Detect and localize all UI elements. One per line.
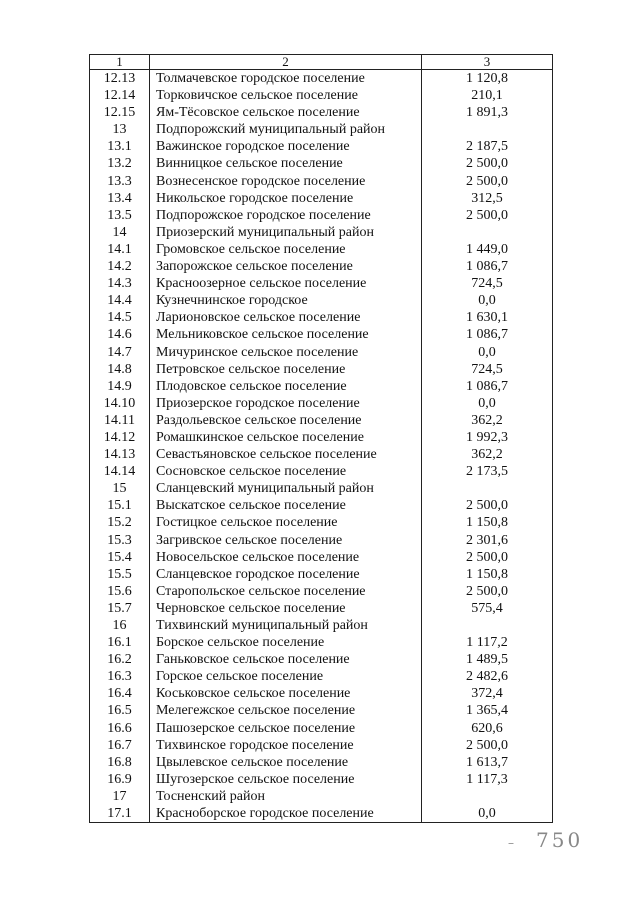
row-number: 13.5 [90,207,150,224]
row-value: 1 630,1 [422,309,553,326]
row-number: 14.13 [90,446,150,463]
table-row [90,549,553,566]
row-name: Черновское сельское поселение [150,600,422,617]
row-value: 0,0 [422,344,553,361]
row-number: 14.4 [90,292,150,309]
header-row [90,55,553,70]
table-row [90,720,553,737]
row-number: 14.3 [90,275,150,292]
table-row [90,532,553,549]
row-value: 1 613,7 [422,754,553,771]
row-number: 14.2 [90,258,150,275]
row-name: Толмачевское городское поселение [150,70,422,88]
table-row [90,702,553,719]
row-value: 1 117,2 [422,634,553,651]
row-number: 16.8 [90,754,150,771]
row-number: 14.8 [90,361,150,378]
row-name: Красноозерное сельское поселение [150,275,422,292]
header-col-2: 2 [150,55,422,70]
table-row [90,788,553,805]
row-value: 1 086,7 [422,326,553,343]
row-name: Загривское сельское поселение [150,532,422,549]
row-value [422,617,553,634]
row-value: 312,5 [422,190,553,207]
table-row [90,121,553,138]
row-number: 12.13 [90,70,150,88]
row-number: 16.2 [90,651,150,668]
footer-dash: – [508,836,514,850]
table-row [90,651,553,668]
row-number: 16.5 [90,702,150,719]
page-footer [508,828,583,852]
row-name: Тихвинское городское поселение [150,737,422,754]
row-name: Пашозерское сельское поселение [150,720,422,737]
table-row [90,275,553,292]
row-number: 14.7 [90,344,150,361]
table-row [90,566,553,583]
table-row [90,326,553,343]
row-value: 1 086,7 [422,258,553,275]
row-name: Гостицкое сельское поселение [150,514,422,531]
row-value [422,480,553,497]
row-number: 16 [90,617,150,634]
row-number: 14.1 [90,241,150,258]
row-value: 1 891,3 [422,104,553,121]
table-row [90,207,553,224]
row-name: Выскатское сельское поселение [150,497,422,514]
row-number: 13.2 [90,155,150,172]
row-name: Сланцевский муниципальный район [150,480,422,497]
row-value: 0,0 [422,805,553,823]
row-value: 372,4 [422,685,553,702]
row-name: Ям-Тёсовское сельское поселение [150,104,422,121]
row-number: 14.14 [90,463,150,480]
table-row [90,138,553,155]
row-value [422,224,553,241]
budget-table [89,54,553,823]
row-number: 16.6 [90,720,150,737]
row-number: 15.3 [90,532,150,549]
table-row [90,429,553,446]
table-row [90,258,553,275]
row-number: 12.15 [90,104,150,121]
table-row [90,241,553,258]
table-row [90,497,553,514]
row-value: 362,2 [422,446,553,463]
row-number: 14.9 [90,378,150,395]
row-name: Новосельское сельское поселение [150,549,422,566]
row-value: 1 992,3 [422,429,553,446]
row-value: 1 120,8 [422,70,553,88]
row-value: 1 150,8 [422,566,553,583]
row-name: Подпорожское городское поселение [150,207,422,224]
header-col-1: 1 [90,55,150,70]
row-value: 2 500,0 [422,155,553,172]
header-col-3: 3 [422,55,553,70]
row-number: 15.7 [90,600,150,617]
row-number: 16.9 [90,771,150,788]
table-row [90,754,553,771]
row-name: Подпорожский муниципальный район [150,121,422,138]
table-row [90,805,553,823]
row-number: 16.4 [90,685,150,702]
page-number-stamp: 750 [536,828,584,852]
row-value: 2 500,0 [422,207,553,224]
row-name: Борское сельское поселение [150,634,422,651]
table-row [90,190,553,207]
table-row [90,344,553,361]
row-value: 2 301,6 [422,532,553,549]
row-name: Севастьяновское сельское поселение [150,446,422,463]
table-row [90,463,553,480]
row-number: 13 [90,121,150,138]
row-value: 1 449,0 [422,241,553,258]
row-value: 2 500,0 [422,583,553,600]
row-value: 1 117,3 [422,771,553,788]
row-name: Старопольское сельское поселение [150,583,422,600]
table-row [90,480,553,497]
table-row [90,514,553,531]
row-number: 13.4 [90,190,150,207]
row-name: Приозерское городское поселение [150,395,422,412]
table-row [90,87,553,104]
row-number: 14.5 [90,309,150,326]
table-row [90,685,553,702]
table-row [90,70,553,88]
row-value [422,788,553,805]
row-name: Цвылевское сельское поселение [150,754,422,771]
row-number: 14.10 [90,395,150,412]
row-value: 724,5 [422,361,553,378]
row-number: 15.6 [90,583,150,600]
row-value: 0,0 [422,395,553,412]
row-value: 1 086,7 [422,378,553,395]
table-row [90,173,553,190]
row-name: Плодовское сельское поселение [150,378,422,395]
row-name: Мелегежское сельское поселение [150,702,422,719]
row-name: Винницкое сельское поселение [150,155,422,172]
table-row [90,600,553,617]
row-value: 2 500,0 [422,173,553,190]
table-row [90,668,553,685]
table-row [90,771,553,788]
row-number: 14.12 [90,429,150,446]
table-row [90,292,553,309]
table-body [90,55,553,823]
table-row [90,737,553,754]
row-number: 15.2 [90,514,150,531]
row-number: 14 [90,224,150,241]
row-value: 1 150,8 [422,514,553,531]
row-number: 15 [90,480,150,497]
row-name: Петровское сельское поселение [150,361,422,378]
row-name: Ганьковское сельское поселение [150,651,422,668]
row-number: 17 [90,788,150,805]
row-value: 620,6 [422,720,553,737]
row-number: 13.3 [90,173,150,190]
row-name: Ларионовское сельское поселение [150,309,422,326]
row-value: 2 500,0 [422,497,553,514]
row-name: Мичуринское сельское поселение [150,344,422,361]
row-name: Шугозерское сельское поселение [150,771,422,788]
row-name: Мельниковское сельское поселение [150,326,422,343]
row-value: 362,2 [422,412,553,429]
row-name: Приозерский муниципальный район [150,224,422,241]
row-number: 14.11 [90,412,150,429]
row-number: 15.5 [90,566,150,583]
row-number: 16.3 [90,668,150,685]
row-value: 0,0 [422,292,553,309]
table-row [90,155,553,172]
table-row [90,634,553,651]
table-row [90,309,553,326]
row-value: 2 500,0 [422,549,553,566]
row-number: 13.1 [90,138,150,155]
row-number: 12.14 [90,87,150,104]
row-name: Важинское городское поселение [150,138,422,155]
table-row [90,104,553,121]
row-name: Тихвинский муниципальный район [150,617,422,634]
row-value: 2 173,5 [422,463,553,480]
row-number: 15.1 [90,497,150,514]
row-name: Тосненский район [150,788,422,805]
row-value: 210,1 [422,87,553,104]
table-row [90,395,553,412]
row-number: 16.7 [90,737,150,754]
row-value: 1 489,5 [422,651,553,668]
row-name: Красноборское городское поселение [150,805,422,823]
row-name: Сосновское сельское поселение [150,463,422,480]
row-value: 575,4 [422,600,553,617]
table-row [90,617,553,634]
row-name: Кузнечнинское городское [150,292,422,309]
row-value: 2 482,6 [422,668,553,685]
row-number: 14.6 [90,326,150,343]
row-name: Торковичское сельское поселение [150,87,422,104]
row-value: 2 187,5 [422,138,553,155]
table-row [90,378,553,395]
row-number: 15.4 [90,549,150,566]
row-name: Коськовское сельское поселение [150,685,422,702]
table-row [90,361,553,378]
row-value [422,121,553,138]
row-value: 1 365,4 [422,702,553,719]
row-name: Вознесенское городское поселение [150,173,422,190]
table-row [90,224,553,241]
row-value: 724,5 [422,275,553,292]
row-name: Запорожское сельское поселение [150,258,422,275]
row-name: Горское сельское поселение [150,668,422,685]
row-name: Никольское городское поселение [150,190,422,207]
table-row [90,446,553,463]
table-row [90,583,553,600]
row-number: 16.1 [90,634,150,651]
row-name: Раздольевское сельское поселение [150,412,422,429]
row-name: Громовское сельское поселение [150,241,422,258]
row-name: Сланцевское городское поселение [150,566,422,583]
row-number: 17.1 [90,805,150,823]
row-name: Ромашкинское сельское поселение [150,429,422,446]
table-row [90,412,553,429]
row-value: 2 500,0 [422,737,553,754]
